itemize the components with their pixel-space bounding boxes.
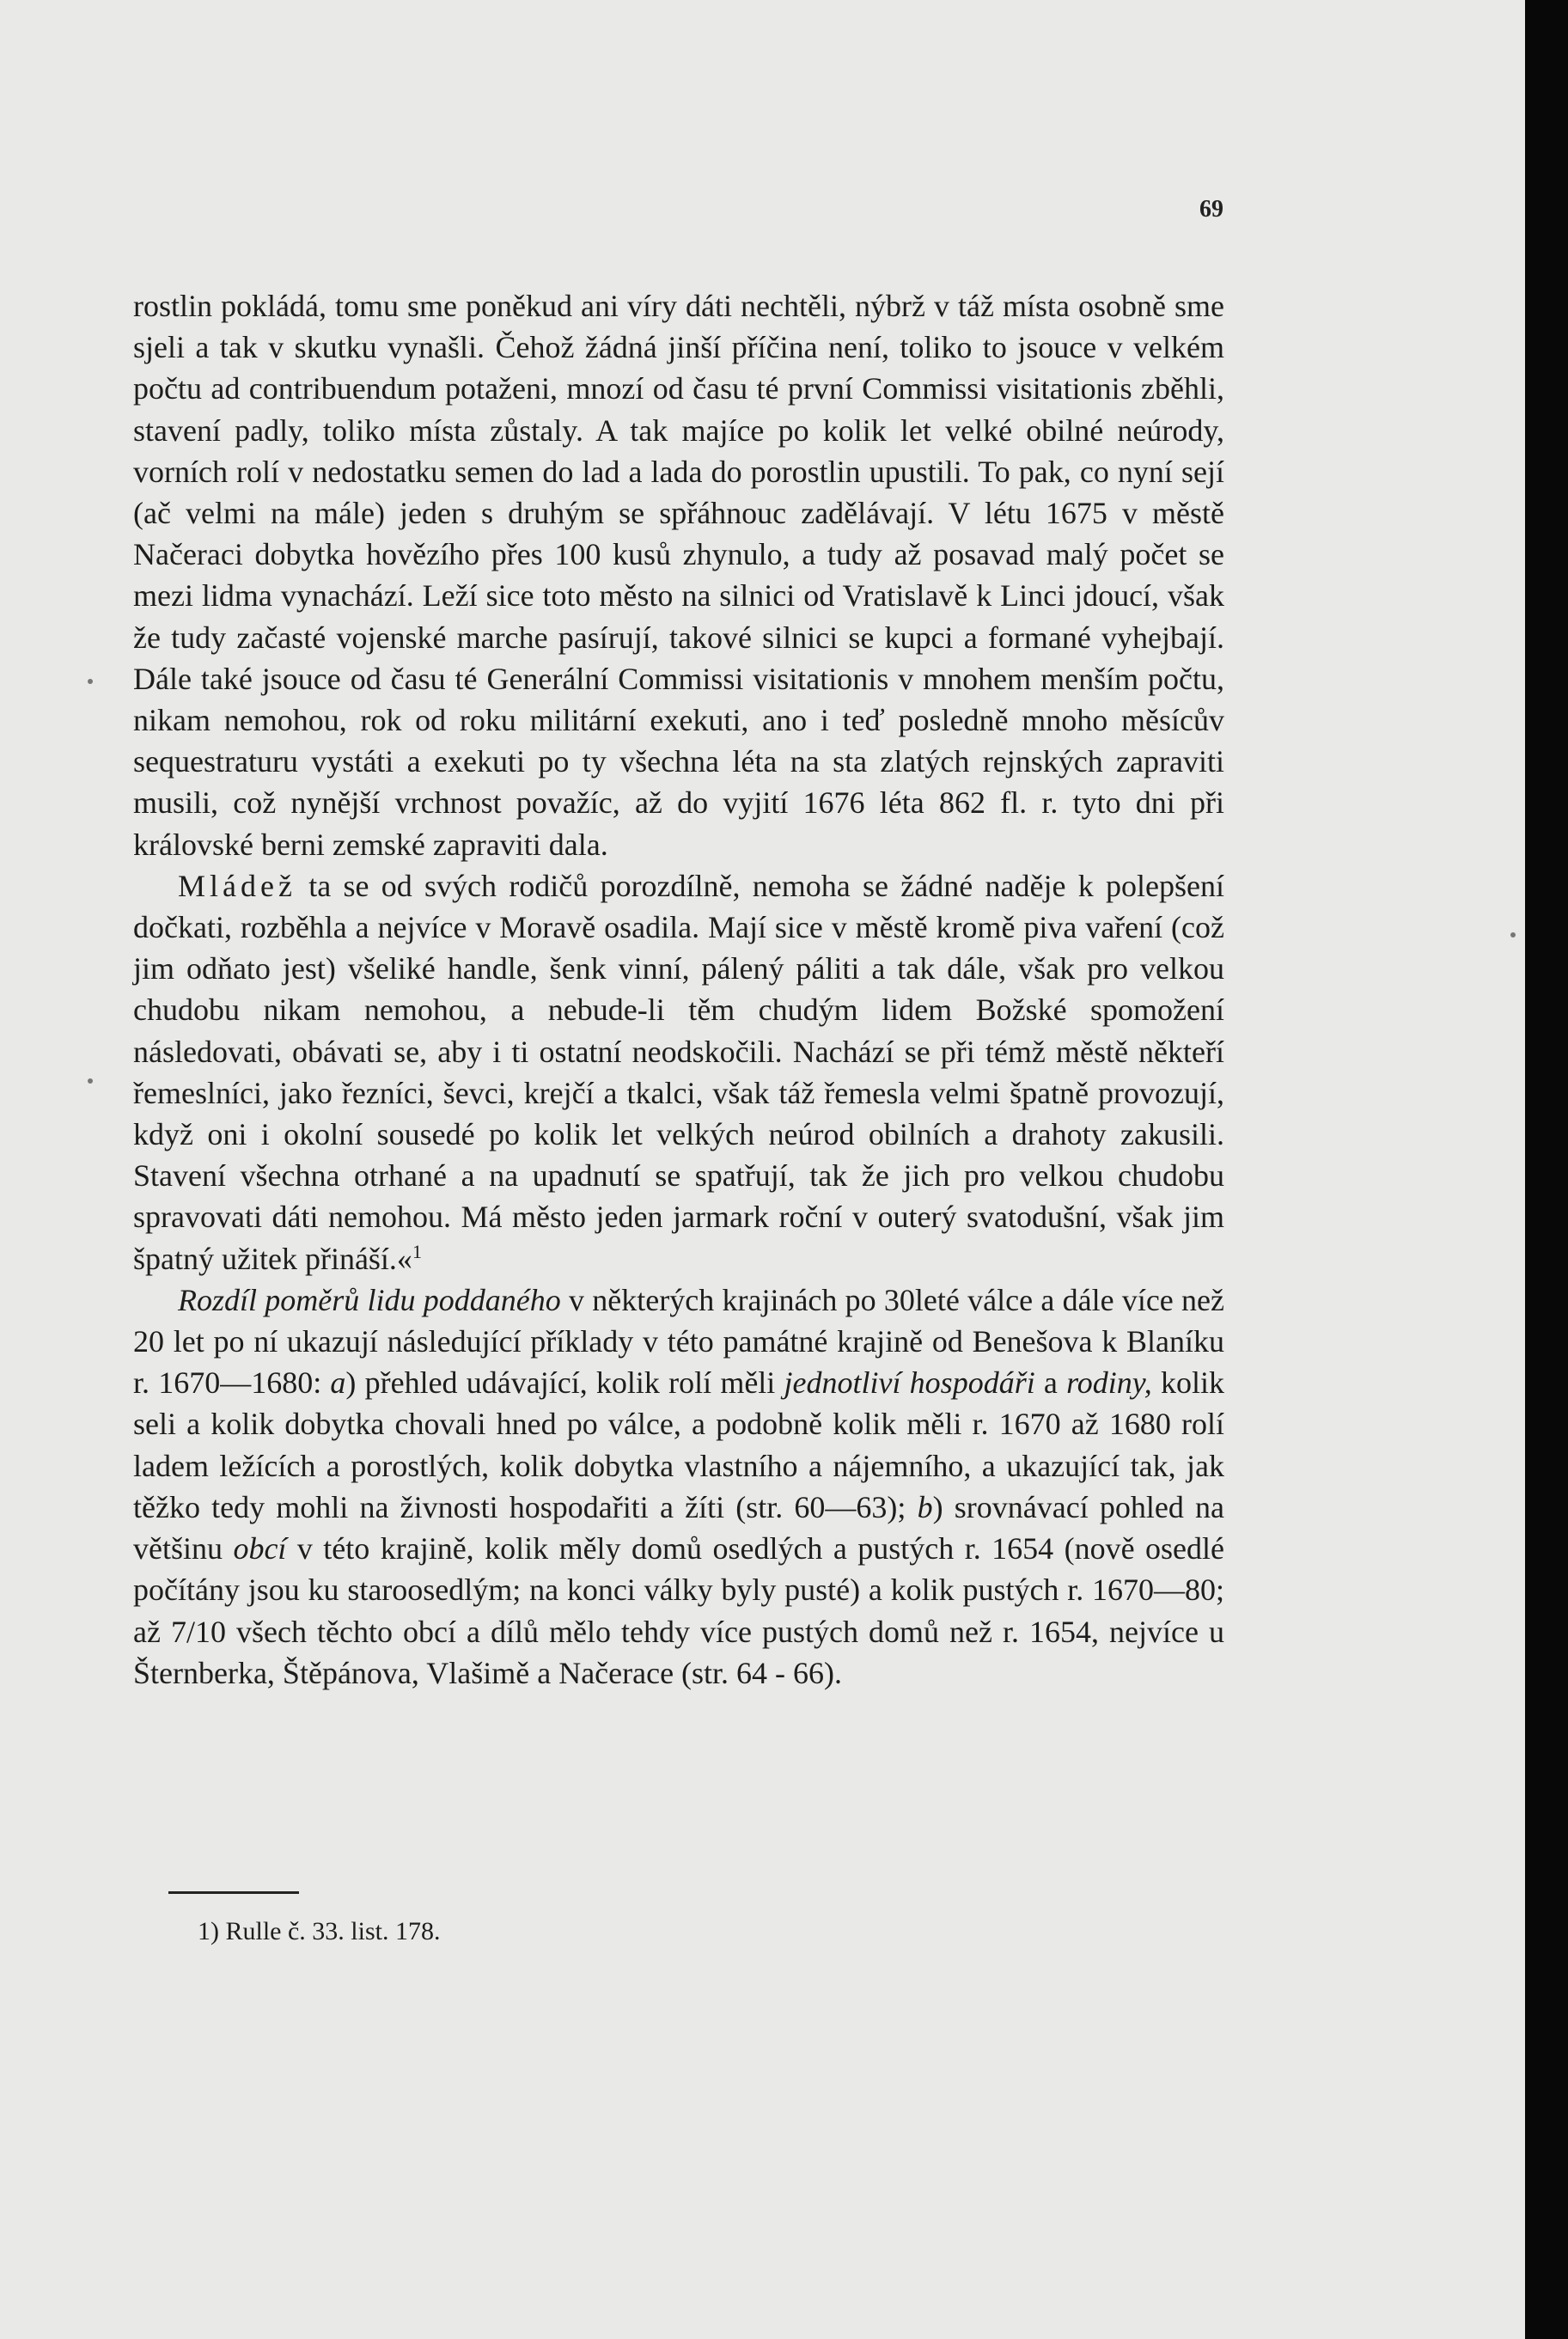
paragraph-3-text-4: kolik seli a kolik dobytka chovali hned po válce, a podobně kolik měli r. 1670 až 1680 rolí ladem ležících a porostlých, kolik dobytka vlastního a nájemního, a ukazující tak, jak těžko tedy mohli na živnosti hospodařiti a žíti (str. 60—63);: [133, 1365, 1224, 1524]
paragraph-1: rostlin pokládá, tomu sme poněkud ani víry dáti nechtěli, nýbrž v táž místa osobně sme sjeli a tak v skutku vynašli. Čehož žádná jinší příčina není, toliko to jsouce v velkém počtu ad contribuendum potaženi, mnozí od času té první Commissi visitationis zběhli, stavení padly, toliko místa zůstaly. A tak majíce po kolik let velké obilné neúrody, vorních rolí v nedostatku semen do lad a lada do porostlin upustili. To pak, co nyní sejí (ač velmi na mále) jeden s druhým se spřáhnouc zadělávají. V létu 1675 v městě Načeraci dobytka hovězího přes 100 kusů zhynulo, a tudy až posavad malý počet se mezi lidma vynachází. Leží sice toto město na silnici od Vratislavě k Linci jdoucí, však že tudy začasté vojenské marche pasírují, takové silnici se kupci a formané vyhejbají. Dále také jsouce od času té Generální Commissi visitationis v mnohem menším počtu, nikam nemohou, rok od roku militární exekuti, ano i teď posledně mnoho měsícův sequestraturu vystáti a exekuti po ty všechna léta na sta zlatých rejnských zapraviti musili, což nynější vrchnost považíc, až do vyjití 1676 léta 862 fl. r. tyto dni při královské berni zemské zapraviti dala.: [133, 289, 1224, 862]
paragraph-3-text-5: ) srovnávací pohled na většinu: [133, 1489, 1224, 1566]
spaced-lead-word: Mládež: [178, 868, 296, 903]
paragraph-3-text-3: a: [1034, 1365, 1067, 1401]
italic-term-obci: obcí: [233, 1531, 287, 1566]
paragraph-2-text: ta se od svých rodičů porozdílně, nemoha se žádné naděje k polepšení dočkati, rozběhla a nejvíce v Moravě osadila. Mají sice v městě kromě piva vaření (což jim odňato jest) všeliké handle, šenk vinní, pálený páliti a tak dále, však pro velkou chudobu nikam nemohou, a nebude-li těm chudým lidem Božské spomožení následovati, obávati se, aby i ti ostatní neodskočili. Nachází se při témž městě někteří řemeslníci, jako řezníci, ševci, krejčí a tkalci, však táž řemesla velmi špatně provozují, když oni i okolní sousedé po kolik let velkých neúrod obilních a drahoty zakusili. Stavení všechna otrhané a na upadnutí se spatřují, tak že jich pro velkou chudobu spravovati dáti nemohou. Má město jeden jarmark roční v outerý svatodušní, však jim špatný užitek přináší.«: [133, 868, 1224, 1276]
italic-term-hospodari: jednotliví hospodáři: [784, 1365, 1035, 1401]
paragraph-3-text-7: všech těchto obcí a dílů mělo tehdy více pustých domů než r. 1654, nejvíce u Šternberka, Štěpánova, Vlašimě a Načerace (str. 64 - 66).: [133, 1614, 1224, 1690]
italic-heading: Rozdíl poměrů lidu poddaného: [178, 1282, 561, 1317]
paragraph-3-text-6: v této krajině, kolik měly domů osedlých a pustých r. 1654 (nově osedlé počítány jsou ku staroosedlým; na konci války byly pusté) a kolik pustých r. 1670—80; až: [133, 1531, 1224, 1649]
scan-speck: [88, 679, 93, 684]
footnote-reference[interactable]: 1: [412, 1240, 422, 1262]
paragraph-3-text-1: v některých krajinách po 30leté válce a dále více než 20 let po ní ukazují následující příklady v této památné krajině od Benešova k Blaníku r. 1670—1680:: [133, 1282, 1224, 1401]
scan-speck: [88, 1078, 93, 1084]
page-number: 69: [1199, 196, 1223, 223]
paragraph-2: [133, 865, 1224, 1279]
footnote: [198, 1917, 441, 1946]
item-b-letter: b: [917, 1489, 933, 1524]
paragraph-3-text-2: ) přehled udávající, kolik rolí měli: [345, 1365, 784, 1401]
paragraph-3: [133, 1279, 1224, 1694]
italic-term-rodiny: rodiny,: [1066, 1365, 1152, 1401]
footnote-mark: 1): [198, 1917, 219, 1945]
footnote-divider: [168, 1891, 299, 1894]
scan-edge: [1525, 0, 1568, 2339]
fraction-seven-tenths: 7/10: [170, 1614, 226, 1649]
body-text: [133, 285, 1224, 1694]
scan-speck: [1510, 932, 1516, 937]
footnote-text: Rulle č. 33. list. 178.: [219, 1917, 441, 1945]
item-a-letter: a: [330, 1365, 346, 1401]
